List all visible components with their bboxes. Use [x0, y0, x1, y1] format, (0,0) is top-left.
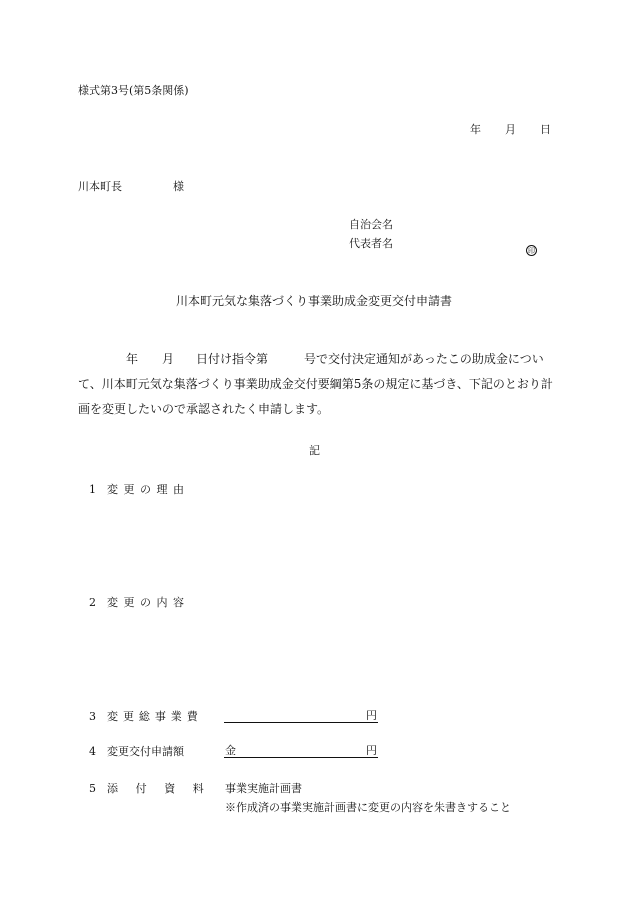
body-line1-rest: 号で交付決定通知があったこの助成金につい [304, 352, 544, 366]
seal-icon: 印 [528, 247, 535, 255]
item-5-note: ※作成済の事業実施計画書に変更の内容を朱書きすること [225, 801, 511, 814]
date-year: 年 [470, 123, 481, 136]
note-heading: 記 [309, 444, 320, 457]
item-4-label: 変更交付申請額 [107, 745, 184, 758]
item-1-number: 1 [89, 483, 96, 496]
date-day: 日 [540, 123, 551, 136]
item-5-value: 事業実施計画書 [225, 782, 302, 795]
form-number: 様式第3号(第5条関係) [78, 84, 189, 97]
item-3-number: 3 [89, 710, 96, 723]
item-5-label: 添付資料 [107, 782, 222, 795]
body-line-3: 画を変更したいので承認されたく申請します。 [78, 402, 330, 416]
body-line-2: て、川本町元気な集落づくり事業助成金交付要綱第5条の規定に基づき、下記のとおり計 [78, 377, 553, 391]
body-month: 月 [162, 352, 175, 366]
representative-label: 代表者名 [349, 237, 393, 250]
seal-mark [526, 238, 537, 257]
item-4-underline [224, 757, 378, 758]
date-month: 月 [505, 123, 516, 136]
item-4-prefix: 金 [225, 744, 236, 757]
body-year: 年 [126, 352, 139, 366]
addressee-honorific: 様 [173, 180, 184, 193]
item-1-label: 変更の理由 [107, 483, 190, 496]
item-3-label: 変更総事業費 [107, 710, 203, 723]
body-paragraph [78, 347, 556, 422]
association-label: 自治会名 [349, 218, 393, 231]
item-3-underline [224, 722, 378, 723]
item-5-number: 5 [89, 782, 96, 795]
item-2-number: 2 [89, 596, 96, 609]
document-title: 川本町元気な集落づくり事業助成金変更交付申請書 [176, 294, 453, 308]
body-date-ref: 日付け指令第 [196, 352, 269, 366]
item-4-suffix: 円 [366, 744, 377, 757]
body-line-1 [78, 347, 556, 372]
item-3-suffix: 円 [366, 709, 377, 722]
addressee-name: 川本町長 [78, 180, 122, 193]
item-2-label: 変更の内容 [107, 596, 190, 609]
item-4-number: 4 [89, 745, 96, 758]
